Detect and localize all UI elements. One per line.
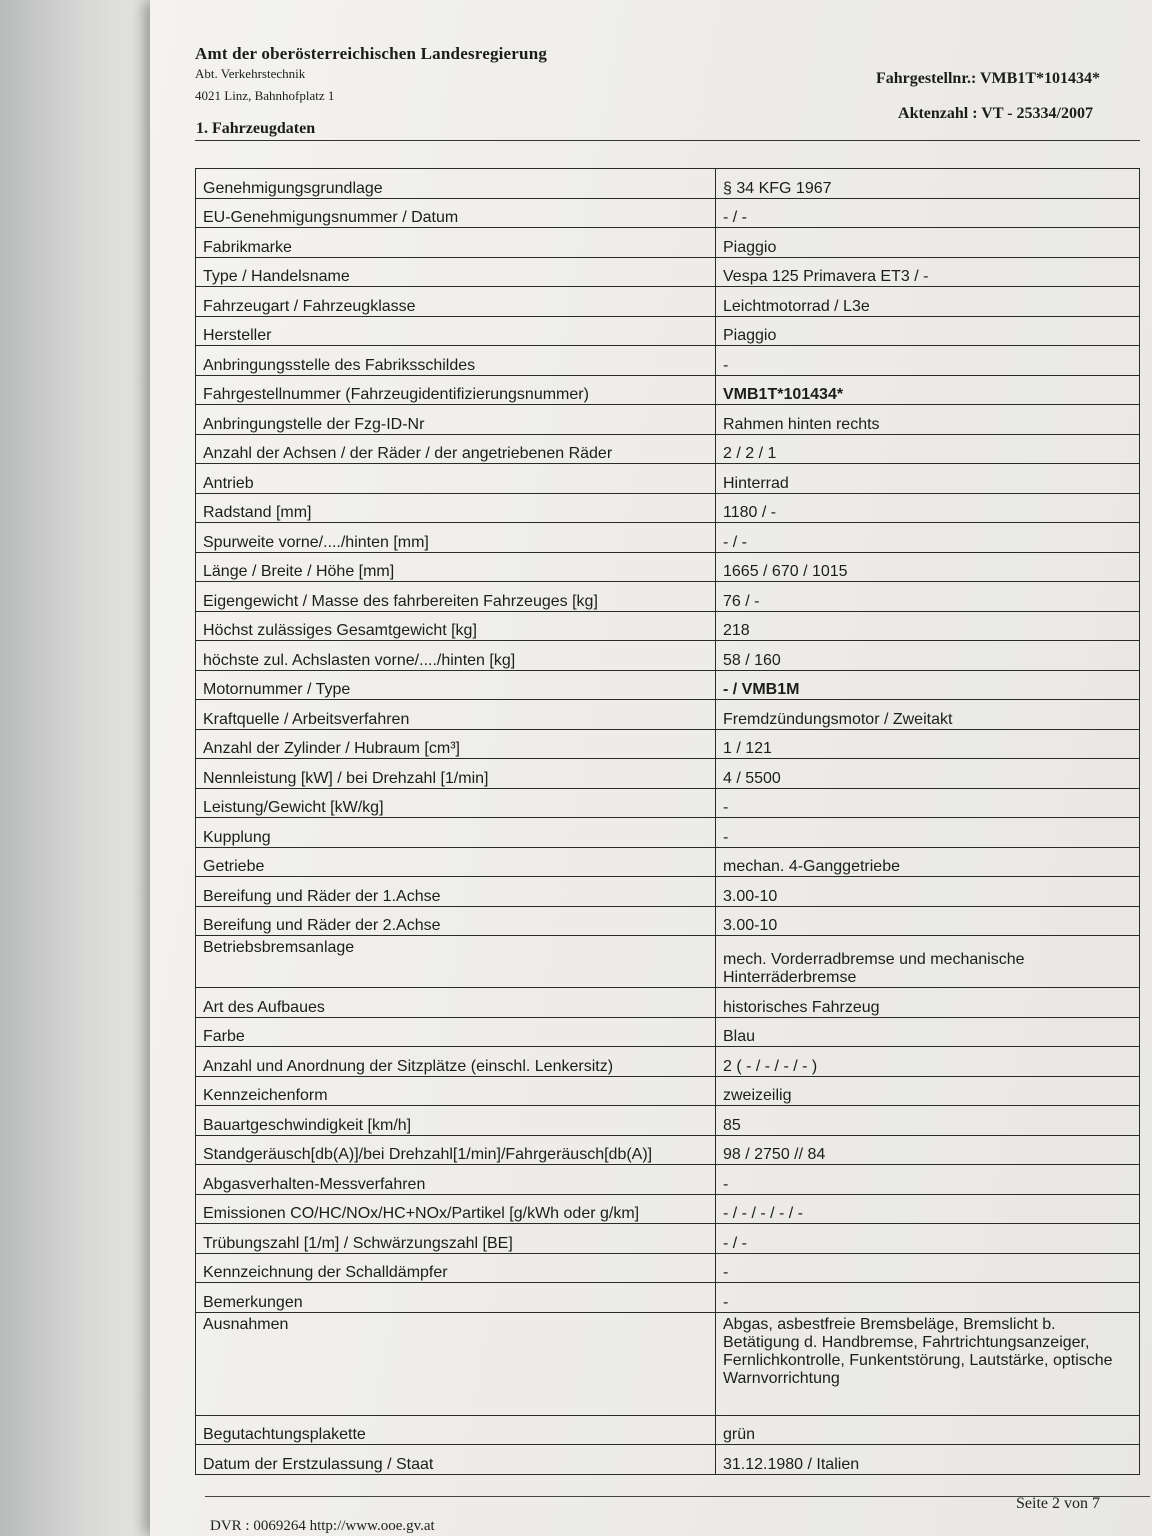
table-row (196, 611, 1140, 641)
field-value: 1 / 121 (716, 729, 1140, 759)
field-label: Genehmigungsgrundlage (196, 169, 716, 199)
table-row (196, 1445, 1140, 1475)
field-label: Datum der Erstzulassung / Staat (196, 1445, 716, 1475)
footer-divider (205, 1496, 1150, 1497)
field-value: 58 / 160 (716, 641, 1140, 671)
field-value: - / VMB1M (716, 670, 1140, 700)
field-value: - (716, 1283, 1140, 1313)
field-label: Bereifung und Räder der 1.Achse (196, 877, 716, 907)
field-label: Kennzeichnung der Schalldämpfer (196, 1253, 716, 1283)
table-row (196, 405, 1140, 435)
field-value: 2 / 2 / 1 (716, 434, 1140, 464)
table-row (196, 1076, 1140, 1106)
field-value: 76 / - (716, 582, 1140, 612)
field-label: Art des Aufbaues (196, 988, 716, 1018)
field-value: - (716, 1165, 1140, 1195)
field-value: 4 / 5500 (716, 759, 1140, 789)
header-divider (195, 140, 1140, 141)
field-label: Trübungszahl [1/m] / Schwärzungszahl [BE] (196, 1224, 716, 1254)
field-value: VMB1T*101434* (716, 375, 1140, 405)
field-label: Kupplung (196, 818, 716, 848)
field-value: 1180 / - (716, 493, 1140, 523)
field-label: Emissionen CO/HC/NOx/HC+NOx/Partikel [g/kWh oder g/km] (196, 1194, 716, 1224)
office-address: 4021 Linz, Bahnhofplatz 1 (195, 88, 335, 103)
table-row (196, 1047, 1140, 1077)
field-label: Eigengewicht / Masse des fahrbereiten Fahrzeuges [kg] (196, 582, 716, 612)
dvr-line: DVR : 0069264 http://www.ooe.gv.at (210, 1518, 435, 1534)
page-number: Seite 2 von 7 (1016, 1495, 1100, 1512)
document-header (195, 40, 1140, 150)
table-row (196, 582, 1140, 612)
table-row (196, 759, 1140, 789)
table-row (196, 434, 1140, 464)
field-value: - (716, 1253, 1140, 1283)
field-label: Getriebe (196, 847, 716, 877)
field-label: Antrieb (196, 464, 716, 494)
field-label: Fabrikmarke (196, 228, 716, 258)
table-row (196, 1106, 1140, 1136)
field-value: 31.12.1980 / Italien (716, 1445, 1140, 1475)
field-label: Type / Handelsname (196, 257, 716, 287)
field-label: Betriebsbremsanlage (196, 936, 716, 988)
field-label: Abgasverhalten-Messverfahren (196, 1165, 716, 1195)
field-value: - (716, 346, 1140, 376)
field-label: Nennleistung [kW] / bei Drehzahl [1/min] (196, 759, 716, 789)
field-label: Begutachtungsplakette (196, 1415, 716, 1445)
table-row (196, 1253, 1140, 1283)
field-value: mechan. 4-Ganggetriebe (716, 847, 1140, 877)
field-label: Radstand [mm] (196, 493, 716, 523)
table-row (196, 988, 1140, 1018)
field-label: Länge / Breite / Höhe [mm] (196, 552, 716, 582)
field-label: Anzahl und Anordnung der Sitzplätze (einschl. Lenkersitz) (196, 1047, 716, 1077)
table-row (196, 228, 1140, 258)
field-label: Ausnahmen (196, 1312, 716, 1415)
field-value: 2 ( - / - / - / - ) (716, 1047, 1140, 1077)
department: Abt. Verkehrstechnik (195, 66, 306, 81)
field-label: Höchst zulässiges Gesamtgewicht [kg] (196, 611, 716, 641)
field-value: Blau (716, 1017, 1140, 1047)
document-footer (205, 1486, 1130, 1536)
field-label: Fahrgestellnummer (Fahrzeugidentifizierungsnummer) (196, 375, 716, 405)
field-label: Anzahl der Zylinder / Hubraum [cm³] (196, 729, 716, 759)
field-label: Leistung/Gewicht [kW/kg] (196, 788, 716, 818)
vehicle-data-table (195, 168, 1140, 1475)
field-label: Kennzeichenform (196, 1076, 716, 1106)
table-row (196, 788, 1140, 818)
field-value: Vespa 125 Primavera ET3 / - (716, 257, 1140, 287)
field-label: Anzahl der Achsen / der Räder / der angetriebenen Räder (196, 434, 716, 464)
field-label: Anbringungsstelle des Fabriksschildes (196, 346, 716, 376)
table-row (196, 700, 1140, 730)
table-row (196, 936, 1140, 988)
field-value: mech. Vorderradbremse und mechanische Hinterräderbremse (716, 936, 1140, 988)
field-value: 218 (716, 611, 1140, 641)
field-label: Spurweite vorne/..../hinten [mm] (196, 523, 716, 553)
table-row (196, 906, 1140, 936)
table-row (196, 1194, 1140, 1224)
issuing-office: Amt der oberösterreichischen Landesregierung (195, 44, 548, 63)
field-value: - / - (716, 198, 1140, 228)
field-value: Abgas, asbestfreie Bremsbeläge, Bremslicht b. Betätigung d. Handbremse, Fahrtrichtungsanzeiger, Fernlichkontrolle, Funkentstörung, Lautstärke, optische Warnvorrichtung (716, 1312, 1140, 1415)
table-row (196, 169, 1140, 199)
field-value: 85 (716, 1106, 1140, 1136)
file-reference: Aktenzahl : VT - 25334/2007 (898, 105, 1093, 122)
table-row (196, 1415, 1140, 1445)
field-value: 3.00-10 (716, 877, 1140, 907)
field-label: Standgeräusch[db(A)]/bei Drehzahl[1/min]/Fahrgeräusch[db(A)] (196, 1135, 716, 1165)
table-row (196, 877, 1140, 907)
table-row (196, 1135, 1140, 1165)
field-value: Rahmen hinten rechts (716, 405, 1140, 435)
table-row (196, 818, 1140, 848)
field-label: Bauartgeschwindigkeit [km/h] (196, 1106, 716, 1136)
table-row (196, 493, 1140, 523)
field-label: Bemerkungen (196, 1283, 716, 1313)
field-value: Hinterrad (716, 464, 1140, 494)
table-row (196, 1312, 1140, 1415)
table-row (196, 316, 1140, 346)
table-row (196, 641, 1140, 671)
field-label: Bereifung und Räder der 2.Achse (196, 906, 716, 936)
field-value: historisches Fahrzeug (716, 988, 1140, 1018)
field-value: zweizeilig (716, 1076, 1140, 1106)
binder-background (0, 0, 150, 1536)
table-row (196, 523, 1140, 553)
field-label: Motornummer / Type (196, 670, 716, 700)
field-label: Fahrzeugart / Fahrzeugklasse (196, 287, 716, 317)
table-row (196, 847, 1140, 877)
field-value: - (716, 818, 1140, 848)
table-row (196, 552, 1140, 582)
field-value: grün (716, 1415, 1140, 1445)
table-row (196, 1224, 1140, 1254)
table-row (196, 346, 1140, 376)
field-value: § 34 KFG 1967 (716, 169, 1140, 199)
field-label: Hersteller (196, 316, 716, 346)
table-row (196, 198, 1140, 228)
field-value: Piaggio (716, 316, 1140, 346)
field-label: EU-Genehmigungsnummer / Datum (196, 198, 716, 228)
table-row (196, 729, 1140, 759)
field-value: Fremdzündungsmotor / Zweitakt (716, 700, 1140, 730)
field-value: - (716, 788, 1140, 818)
field-value: - / - (716, 523, 1140, 553)
field-value: Leichtmotorrad / L3e (716, 287, 1140, 317)
table-row (196, 257, 1140, 287)
table-row (196, 375, 1140, 405)
field-value: Piaggio (716, 228, 1140, 258)
field-value: - / - / - / - / - (716, 1194, 1140, 1224)
field-value: 98 / 2750 // 84 (716, 1135, 1140, 1165)
field-value: 3.00-10 (716, 906, 1140, 936)
table-row (196, 287, 1140, 317)
table-row (196, 670, 1140, 700)
field-label: höchste zul. Achslasten vorne/..../hinten [kg] (196, 641, 716, 671)
chassis-reference: Fahrgestellnr.: VMB1T*101434* (876, 70, 1100, 87)
field-value: 1665 / 670 / 1015 (716, 552, 1140, 582)
table-row (196, 1283, 1140, 1313)
table-row (196, 1017, 1140, 1047)
field-label: Kraftquelle / Arbeitsverfahren (196, 700, 716, 730)
field-label: Anbringungstelle der Fzg-ID-Nr (196, 405, 716, 435)
table-row (196, 464, 1140, 494)
table-row (196, 1165, 1140, 1195)
section-title: 1. Fahrzeugdaten (196, 120, 316, 137)
field-value: - / - (716, 1224, 1140, 1254)
field-label: Farbe (196, 1017, 716, 1047)
